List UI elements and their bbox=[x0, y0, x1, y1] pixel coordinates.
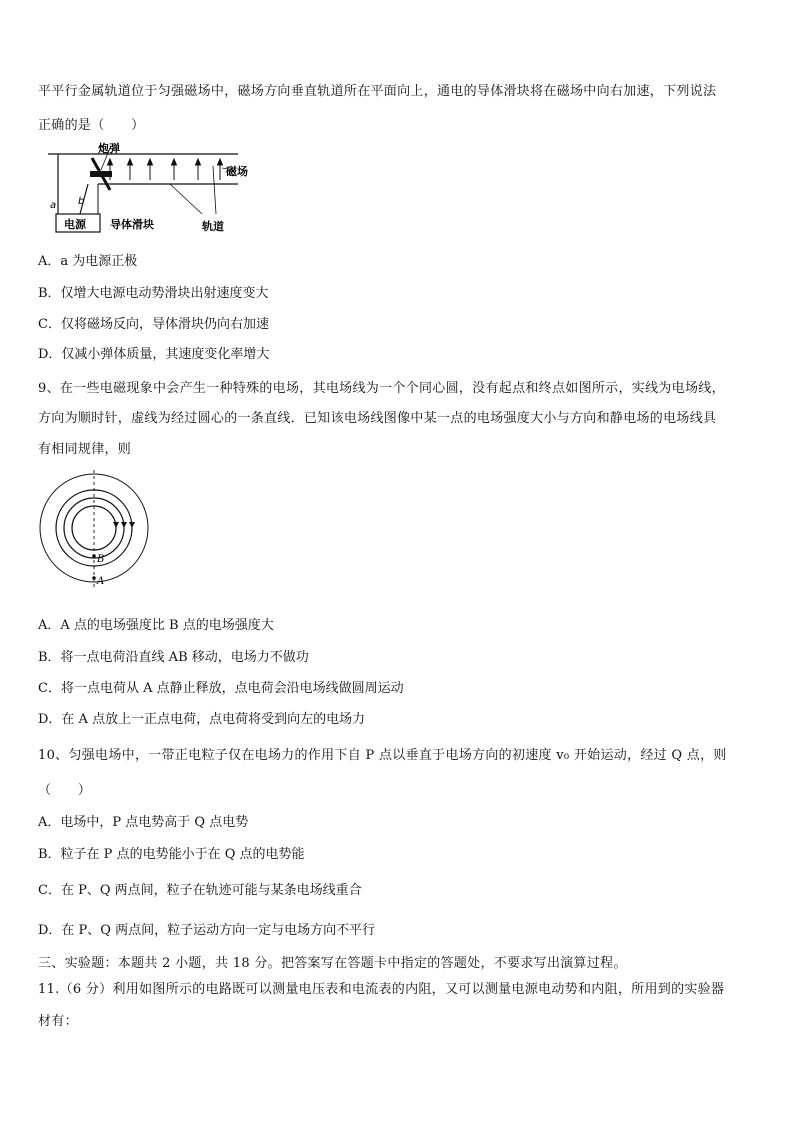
q9-stem-line2: 方向为顺时针，虚线为经过圆心的一条直线．已知该电场线图像中某一点的电场强度大小与方向和静电场的电场线具 bbox=[38, 411, 717, 426]
q10-option-c: C．在 P、Q 两点间，粒子在轨迹可能与某条电场线重合 bbox=[38, 883, 362, 898]
q10-option-b: B．粒子在 P 点的电势能小于在 Q 点的电势能 bbox=[38, 847, 305, 862]
q8-option-a: A．a 为电源正极 bbox=[38, 254, 138, 269]
q9-option-b: B．将一点电荷沿直线 AB 移动，电场力不做功 bbox=[38, 650, 309, 665]
concentric-field-figure bbox=[34, 466, 154, 590]
slider-label: 导体滑块 bbox=[110, 218, 154, 231]
q9-option-a: A．A 点的电场强度比 B 点的电场强度大 bbox=[38, 618, 274, 633]
q8-stem-line1: 平平行金属轨道位于匀强磁场中，磁场方向垂直轨道所在平面向上，通电的导体滑块将在磁场中向右加速，下列说法 bbox=[38, 84, 717, 99]
rail-label: 轨道 bbox=[202, 220, 224, 233]
q11-stem-line2: 材有： bbox=[38, 1014, 78, 1029]
field-label: 磁场 bbox=[226, 165, 248, 178]
q10-option-a: A．电场中，P 点电势高于 Q 点电势 bbox=[38, 815, 249, 830]
q8-option-b: B．仅增大电源电动势滑块出射速度变大 bbox=[38, 286, 269, 301]
q10-stem-line1: 10、匀强电场中，一带正电粒子仅在电场力的作用下自 P 点以垂直于电场方向的初速度 v₀ 开始运动，经过 Q 点，则 bbox=[38, 748, 727, 763]
q9-stem-line3: 有相同规律，则 bbox=[38, 442, 132, 457]
railgun-figure bbox=[38, 140, 278, 240]
q8-option-d: D．仅减小弹体质量，其速度变化率增大 bbox=[38, 347, 270, 362]
q10-option-d: D．在 P、Q 两点间，粒子运动方向一定与电场方向不平行 bbox=[38, 923, 376, 938]
q9-option-c: C．将一点电荷从 A 点静止释放，点电荷会沿电场线做圆周运动 bbox=[38, 681, 404, 696]
power-label: 电源 bbox=[64, 218, 86, 231]
q8-option-c: C．仅将磁场反向，导体滑块仍向右加速 bbox=[38, 317, 269, 332]
wire-b-label: b bbox=[78, 196, 85, 207]
q11-stem-line1: 11.（6 分）利用如图所示的电路既可以测量电压表和电流表的内阻，又可以测量电源电动势和内阻，所用到的实验器 bbox=[38, 982, 725, 997]
section3-heading: 三、实验题：本题共 2 小题，共 18 分。把答案写在答题卡中指定的答题处，不要求写出演算过程。 bbox=[38, 956, 627, 971]
q8-stem-line2: 正确的是（ ） bbox=[38, 118, 145, 133]
projectile-label: 炮弹 bbox=[98, 142, 120, 155]
point-b-label: B bbox=[97, 554, 105, 565]
q9-stem-line1: 9、在一些电磁现象中会产生一种特殊的电场，其电场线为一个个同心圆，没有起点和终点如图所示，实线为电场线， bbox=[38, 381, 725, 396]
wire-a-label: a bbox=[50, 200, 57, 211]
q10-stem-line2: （ ） bbox=[38, 783, 92, 798]
point-a-label: A bbox=[97, 576, 105, 587]
q9-option-d: D．在 A 点放上一正点电荷，点电荷将受到向左的电场力 bbox=[38, 712, 366, 727]
